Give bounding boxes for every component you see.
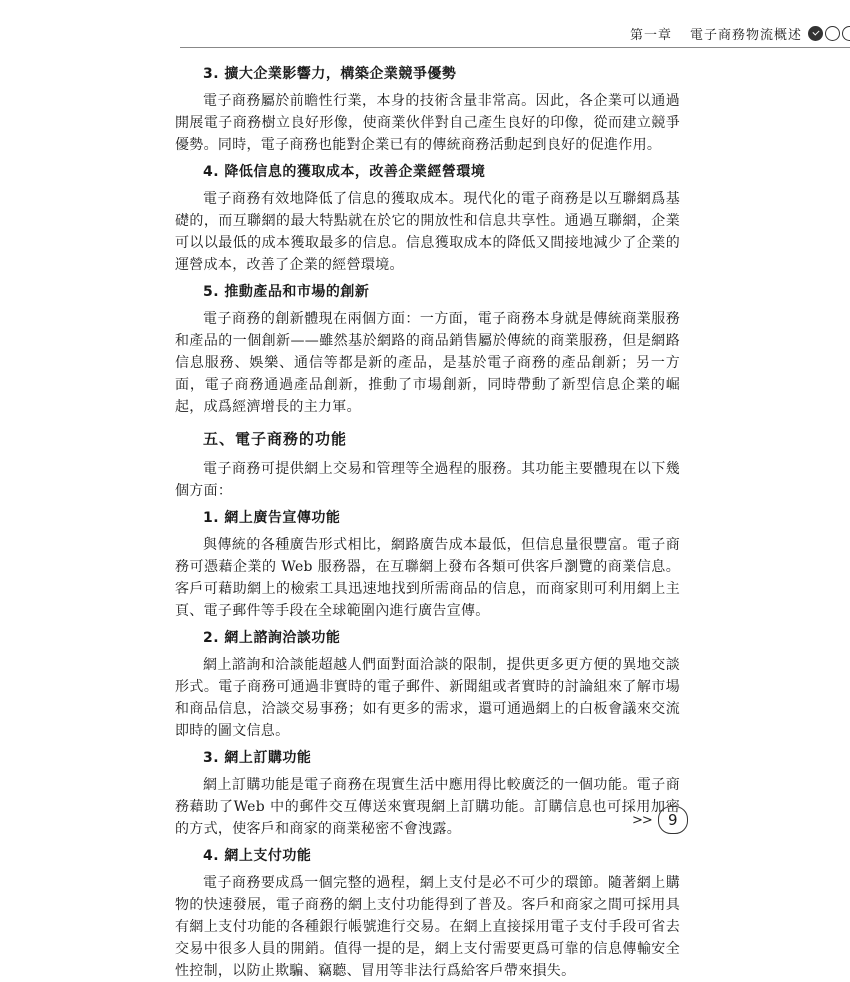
chapter-label: 第一章 — [629, 27, 672, 43]
page-number: 9 — [658, 806, 688, 834]
circle-icon — [825, 26, 840, 41]
header-rule — [180, 47, 850, 48]
section-heading: 4. 降低信息的獲取成本，改善企業經營環境 — [203, 164, 486, 180]
page-body — [175, 58, 680, 982]
section-heading: 3. 擴大企業影響力，構築企業競爭優勢 — [203, 66, 457, 82]
page-footer — [632, 806, 688, 834]
paragraph: 電子商務的創新體現在兩個方面：一方面，電子商務本身就是傳統商業服務和產品的一個創新——雖然基於網路的商品銷售屬於傳統的商業服務，但是網路信息服務、娛樂、通信等都是新的產品，是基於電子商務的產品創新；另一方面，電子商務通過產品創新，推動了市場創新，同時帶動了新型信息企業的崛起，成爲經濟增長的主力軍。 — [175, 311, 680, 415]
section-heading: 5. 推動產品和市場的創新 — [203, 284, 370, 300]
paragraph: 網上訂購功能是電子商務在現實生活中應用得比較廣泛的一個功能。電子商務藉助了Web 中的郵件交互傳送來實現網上訂購功能。訂購信息也可採用加密的方式，使客戶和商家的商業秘密不會洩露。 — [175, 777, 680, 837]
section-heading: 4. 網上支付功能 — [203, 848, 312, 864]
half-circle-icon — [842, 26, 850, 41]
paragraph: 電子商務有效地降低了信息的獲取成本。現代化的電子商務是以互聯網爲基礎的，而互聯網的最大特點就在於它的開放性和信息共享性。通過互聯網，企業可以以最低的成本獲取最多的信息。信息獲取成本的降低又間接地減少了企業的運營成本，改善了企業的經營環境。 — [175, 191, 680, 273]
paragraph: 與傳統的各種廣告形式相比，網路廣告成本最低，但信息量很豐富。電子商務可憑藉企業的 Web 服務器，在互聯網上發布各類可供客戶瀏覽的商業信息。客戶可藉助網上的檢索工具迅速地找到所需商品的信息，而商家則可利用網上主頁、電子郵件等手段在全球範圍內進行廣告宣傳。 — [175, 537, 680, 619]
paragraph: 電子商務屬於前瞻性行業，本身的技術含量非常高。因此，各企業可以通過開展電子商務樹立良好形像，使商業伙伴對自己產生良好的印像，從而建立競爭優勢。同時，電子商務也能對企業已有的傳統商務活動起到良好的促進作用。 — [175, 93, 680, 153]
header-decoration — [808, 26, 850, 41]
section-heading: 2. 網上諮詢洽談功能 — [203, 630, 341, 646]
check-circle-icon — [808, 26, 823, 41]
running-header — [630, 18, 850, 48]
arrows-icon: >> — [632, 812, 652, 828]
section-heading: 3. 網上訂購功能 — [203, 750, 312, 766]
paragraph: 電子商務要成爲一個完整的過程，網上支付是必不可少的環節。隨著網上購物的快速發展，電子商務的網上支付功能得到了普及。客戶和商家之間可採用具有網上支付功能的各種銀行帳號進行交易。在網上直接採用電子支付手段可省去交易中很多人員的開銷。值得一提的是，網上支付需要更爲可靠的信息傳輸安全性控制，以防止欺騙、竊聽、冒用等非法行爲給客戶帶來損失。 — [175, 875, 680, 979]
paragraph: 電子商務可提供網上交易和管理等全過程的服務。其功能主要體現在以下幾個方面： — [175, 461, 680, 499]
chapter-title: 電子商務物流概述 — [689, 27, 802, 43]
paragraph: 網上諮詢和洽談能超越人們面對面洽談的限制，提供更多更方便的異地交談形式。電子商務可通過非實時的電子郵件、新聞組或者實時的討論組來了解市場和商品信息，洽談交易事務；如有更多的需求，還可通過網上的白板會議來交流即時的圖文信息。 — [175, 657, 680, 739]
major-heading: 五、電子商務的功能 — [203, 430, 348, 448]
section-heading: 1. 網上廣告宣傳功能 — [203, 510, 341, 526]
